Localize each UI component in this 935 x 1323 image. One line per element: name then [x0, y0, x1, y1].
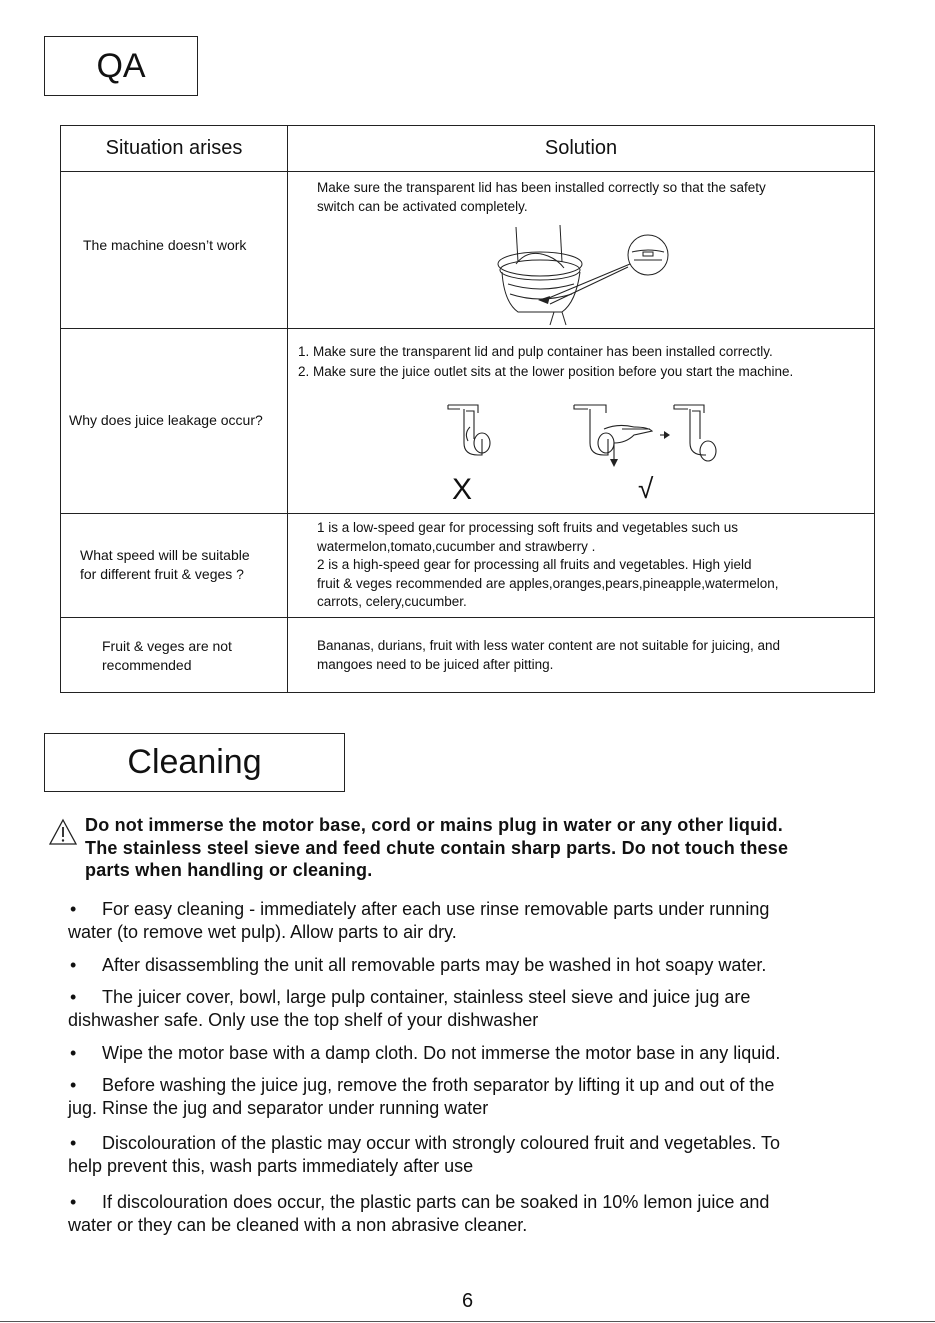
table-row [61, 172, 875, 329]
solution-cell [288, 514, 875, 618]
list-item: • Discolouration of the plastic may occur with strongly coloured fruit and vegetables. To help prevent this, wash parts immediately after use [68, 1133, 781, 1176]
solution-cell [288, 329, 875, 514]
situation-cell [61, 618, 288, 693]
juice-outlet-illustration [438, 399, 738, 474]
table-row [61, 514, 875, 618]
situation-text: Why does juice leakage occur? [69, 412, 263, 428]
table-row [61, 618, 875, 693]
column-header-situation: Situation arises [61, 126, 288, 172]
solution-text: 1 is a low-speed gear for processing soft fruits and vegetables such us watermelon,tomato,cucumber and strawberry . 2 is a high-speed gear for processing all fruits and vegetables. High yield fruit & veges recommended are apples,oranges,pears,pineapple,watermelon, carrots, celery,cucumber. [317, 520, 779, 609]
right-mark: √ [638, 473, 654, 504]
page-number: 6 [461, 1290, 474, 1312]
solution-text: Make sure the transparent lid has been installed correctly so that the safety switch can be activated completely. [317, 180, 766, 214]
solution-text: Bananas, durians, fruit with less water content are not suitable for juicing, and mangoes need to be juiced after pitting. [317, 638, 781, 672]
page-bottom-rule [0, 1321, 935, 1322]
qa-heading: QA [44, 36, 198, 96]
situation-cell [61, 172, 288, 329]
situation-text: The machine doesn’t work [83, 237, 247, 253]
column-header-solution: Solution [288, 126, 875, 172]
list-item: • After disassembling the unit all removable parts may be washed in hot soapy water. [70, 955, 767, 975]
list-item: • If discolouration does occur, the plastic parts can be soaked in 10% lemon juice and water or they can be cleaned with a non abrasive cleaner. [68, 1192, 770, 1235]
list-item: • For easy cleaning - immediately after each use rinse removable parts under running water (to remove wet pulp). Allow parts to air dry. [68, 899, 770, 942]
cleaning-heading: Cleaning [44, 733, 345, 792]
juicer-lid-illustration [488, 222, 678, 327]
situation-text: What speed will be suitable for different fruit & veges ? [80, 547, 250, 582]
qa-table [60, 125, 875, 693]
list-item: • The juicer cover, bowl, large pulp container, stainless steel sieve and juice jug are dishwasher safe. Only use the top shelf of your dishwasher [68, 987, 751, 1030]
table-header-row [61, 126, 875, 172]
solution-text: 1. Make sure the transparent lid and pulp container has been installed correctly. 2. Make sure the juice outlet sits at the lower position before you start the machine. [298, 344, 794, 379]
solution-cell [288, 172, 875, 329]
situation-text: Fruit & veges are not recommended [102, 638, 232, 673]
list-item: • Wipe the motor base with a damp cloth. Do not immerse the motor base in any liquid. [70, 1043, 781, 1063]
solution-cell [288, 618, 875, 693]
situation-cell [61, 329, 288, 514]
wrong-mark: X [452, 473, 473, 506]
list-item: • Before washing the juice jug, remove the froth separator by lifting it up and out of the jug. Rinse the jug and separator under running water [68, 1075, 775, 1118]
table-row [61, 329, 875, 514]
warning-text: Do not immerse the motor base, cord or mains plug in water or any other liquid. The stainless steel sieve and feed chute contain sharp parts. Do not touch these parts when handling or cleaning. [85, 815, 789, 880]
situation-cell [61, 514, 288, 618]
warning-triangle-icon [48, 818, 78, 846]
